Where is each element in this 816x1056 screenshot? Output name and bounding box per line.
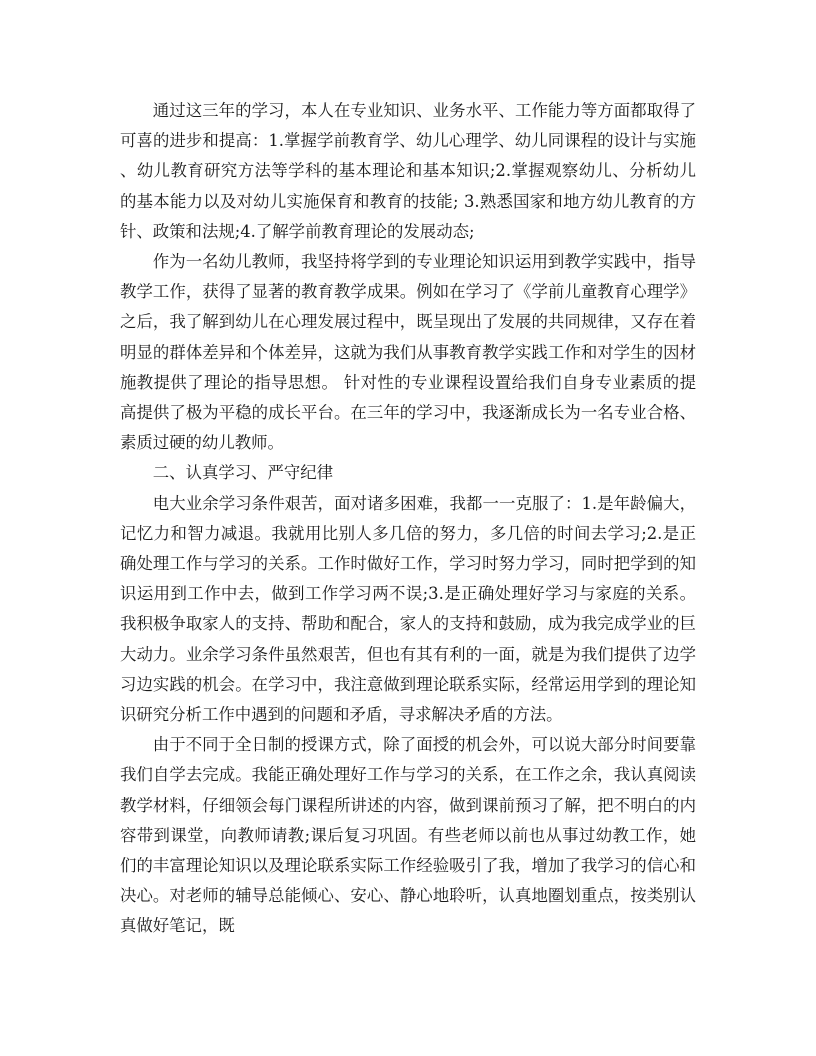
paragraph-study-achievements: 通过这三年的学习，本人在专业知识、业务水平、工作能力等方面都取得了可喜的进步和提高：1.掌握学前教育学、幼儿心理学、幼儿同课程的设计与实施、幼儿教育研究方法等学科的基本理论和基本知识;2.掌握观察幼儿、分析幼儿的基本能力以及对幼儿实施保育和教育的技能; 3.熟悉国家和地方幼儿教育的方针、政策和法规;4.了解学前教育理论的发展动态; — [120, 101, 696, 241]
paragraph-teaching-practice: 作为一名幼儿教师，我坚持将学到的专业理论知识运用到教学实践中，指导教学工作，获得了显著的教育教学成果。例如在学习了《学前儿童教育心理学》之后，我了解到幼儿在心理发展过程中，既呈现出了发展的共同规律，又存在着明显的群体差异和个体差异，这就为我们从事教育教学实践工作和对学生的因材施教提供了理论的指导思想。 针对性的专业课程设置给我们自身专业素质的提高提供了极为平稳的成长平台。在三年的学习中，我逐渐成长为一名专业合格、素质过硬的幼儿教师。 — [120, 252, 696, 453]
paragraph-self-study: 由于不同于全日制的授课方式，除了面授的机会外，可以说大部分时间要靠我们自学去完成。我能正确处理好工作与学习的关系，在工作之余，我认真阅读教学材料，仔细领会每门课程所讲述的内容，做到课前预习了解，把不明白的内容带到课堂，向教师请教;课后复习巩固。有些老师以前也从事过幼教工作，她们的丰富理论知识以及理论联系实际工作经验吸引了我，增加了我学习的信心和决心。对老师的辅导总能倾心、安心、静心地聆听，认真地圈划重点，按类别认真做好笔记，既 — [120, 735, 696, 936]
document-page — [120, 96, 696, 942]
section-heading-study-discipline: 二、认真学习、严守纪律 — [152, 463, 334, 483]
paragraph-overcoming-difficulties: 电大业余学习条件艰苦，面对诸多困难，我都一一克服了：1.是年龄偏大，记忆力和智力减退。我就用比别人多几倍的努力，多几倍的时间去学习;2.是正确处理工作与学习的关系。工作时做好工作，学习时努力学习，同时把学到的知识运用到工作中去，做到工作学习两不误;3.是正确处理好学习与家庭的关系。我积极争取家人的支持、帮助和配合，家人的支持和鼓励，成为我完成学业的巨大动力。业余学习条件虽然艰苦，但也有其有利的一面，就是为我们提供了边学习边实践的机会。在学习中，我注意做到理论联系实际，经常运用学到的理论知识研究分析工作中遇到的问题和矛盾，寻求解决矛盾的方法。 — [120, 493, 696, 725]
